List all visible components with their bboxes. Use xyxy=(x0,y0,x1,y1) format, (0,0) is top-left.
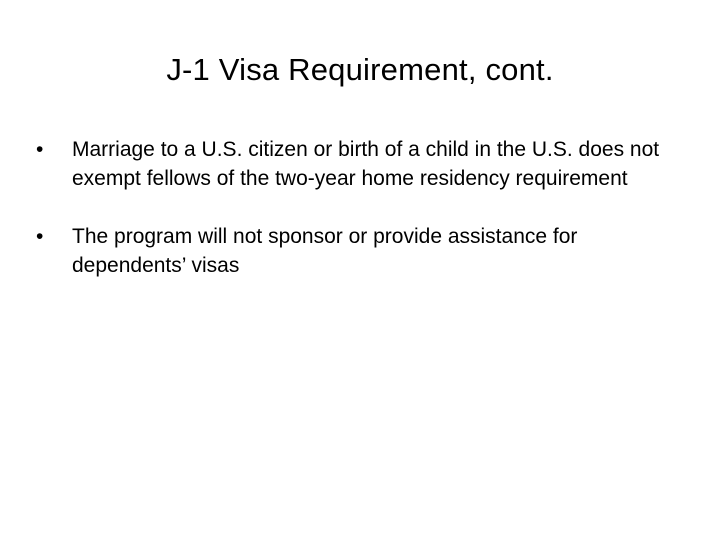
bullet-marker: • xyxy=(36,138,44,161)
bullet-list xyxy=(36,135,666,309)
bullet-item-dependents xyxy=(36,222,666,280)
bullet-item-marriage xyxy=(36,135,666,193)
slide-title: J-1 Visa Requirement, cont. xyxy=(166,52,554,87)
bullet-text: Marriage to a U.S. citizen or birth of a child in the U.S. does not exempt fellows of the two-year home residency requirement xyxy=(72,138,660,190)
bullet-marker: • xyxy=(36,225,44,248)
bullet-text: The program will not sponsor or provide assistance for dependents’ visas xyxy=(72,225,578,277)
